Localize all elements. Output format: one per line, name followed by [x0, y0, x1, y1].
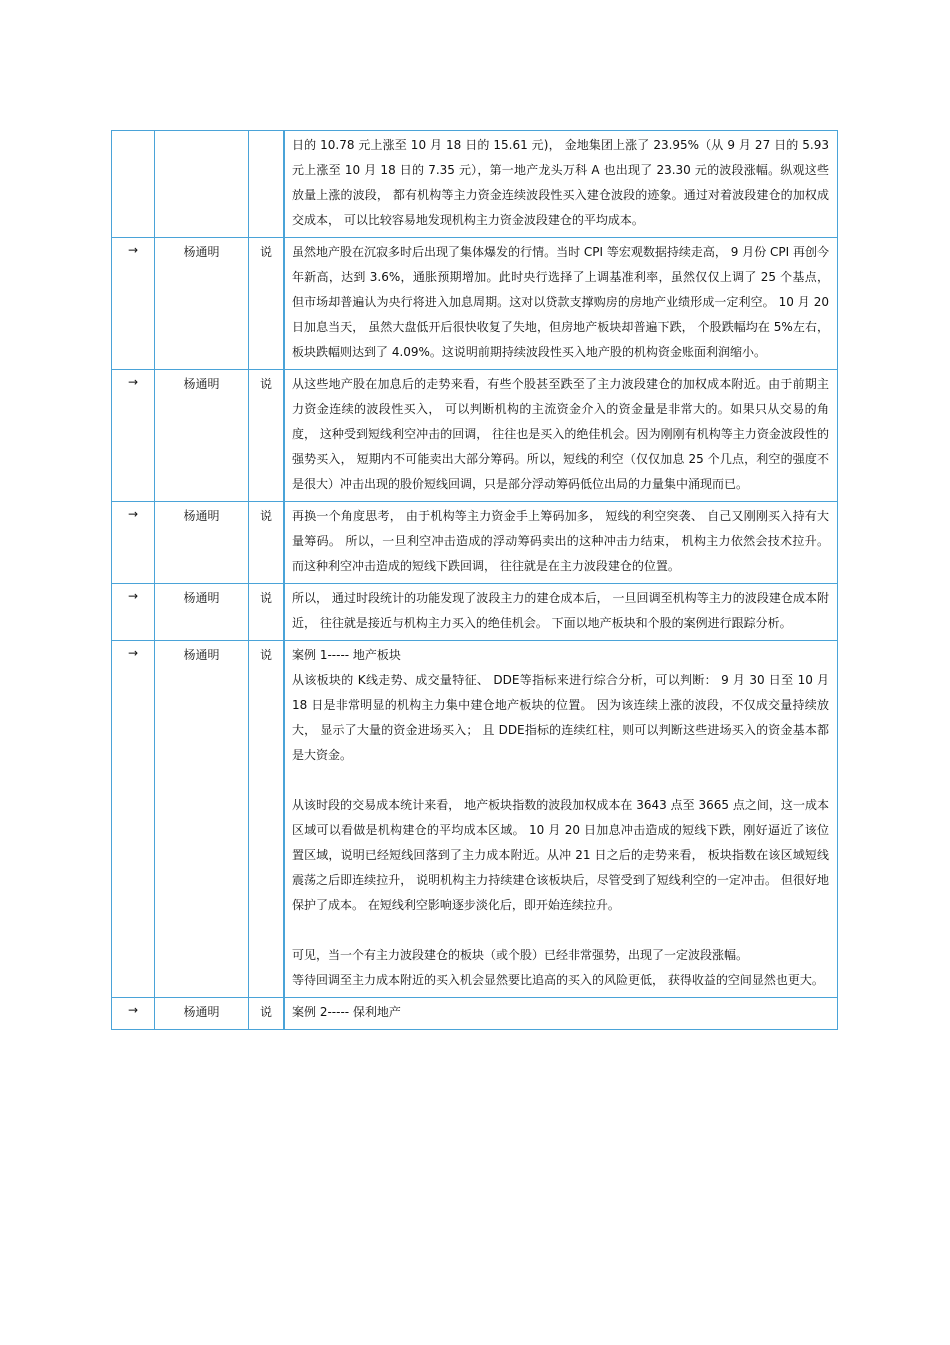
table-row — [112, 641, 838, 998]
table-row — [112, 238, 838, 370]
case-title: 案例 2----- 保利地产 — [292, 1005, 401, 1019]
table-row — [112, 131, 838, 238]
paragraph: 从这些地产股在加息后的走势来看，有些个股甚至跌至了主力波段建仓的加权成本附近。由于前期主力资金连续的波段性买入， 可以判断机构的主流资金介入的资金量是非常大的。如果只从交易的角度， 这种受到短线利空冲击的回调， 往往也是买入的绝佳机会。因为刚刚有机构等主力资金波段性的强势买入， 短期内不可能卖出大部分筹码。所以，短线的利空（仅仅加息 25 个几点，利空的强度不是很大）冲击出现的股价短线回调，只是部分浮动筹码低位出局的力量集中涌现而已。 — [292, 377, 829, 491]
content-cell — [284, 998, 838, 1030]
table-row — [112, 502, 838, 584]
verb-cell: 说 — [249, 370, 285, 502]
table-row — [112, 998, 838, 1030]
paragraph: 虽然地产股在沉寂多时后出现了集体爆发的行情。当时 CPI 等宏观数据持续走高， 9 月份 CPI 再创今年新高，达到 3.6%，通胀预期增加。此时央行选择了上调基准利率，虽然仅仅上调了 25 个基点，但市场却普遍认为央行将进入加息周期。这对以贷款支撑购房的房地产业绩形成一定利空。 10 月 20 日加息当天， 虽然大盘低开后很快收复了失地，但房地产板块却普遍下跌， 个股跌幅均在 5%左右， 板块跌幅则达到了 4.09%。这说明前期持续波段性买入地产股的机构资金账面利润缩小。 — [292, 245, 829, 359]
content-cell — [284, 641, 838, 998]
content-cell — [284, 370, 838, 502]
speaker-cell: 杨通明 — [155, 502, 249, 584]
speaker-cell — [155, 131, 249, 238]
content-cell — [284, 131, 838, 238]
arrow-cell — [112, 131, 155, 238]
arrow-cell: → — [112, 370, 155, 502]
paragraph: 所以， 通过时段统计的功能发现了波段主力的建仓成本后， 一旦回调至机构等主力的波段建仓成本附近， 往往就是接近与机构主力买入的绝佳机会。 下面以地产板块和个股的案例进行跟踪分析。 — [292, 591, 829, 630]
verb-cell: 说 — [249, 502, 285, 584]
speaker-cell: 杨通明 — [155, 370, 249, 502]
verb-cell — [249, 131, 285, 238]
table-row — [112, 370, 838, 502]
arrow-cell: → — [112, 584, 155, 641]
table-row — [112, 584, 838, 641]
verb-cell: 说 — [249, 641, 285, 998]
arrow-cell: → — [112, 641, 155, 998]
case-title: 案例 1----- 地产板块 — [292, 648, 401, 662]
table-body — [112, 131, 838, 1030]
verb-cell: 说 — [249, 584, 285, 641]
content-cell — [284, 238, 838, 370]
speaker-cell: 杨通明 — [155, 584, 249, 641]
paragraph: 从该时段的交易成本统计来看， 地产板块指数的波段加权成本在 3643 点至 3665 点之间，这一成本区域可以看做是机构建仓的平均成本区域。 10 月 20 日加息冲击造成的短线下跌，刚好逼近了该位置区域，说明已经短线回落到了主力成本附近。从冲 21 日之后的走势来看， 板块指数在该区域短线震荡之后即连续拉升， 说明机构主力持续建仓该板块后，尽管受到了短线利空的一定冲击。 但很好地保护了成本。 在短线利空影响逐步淡化后，即开始连续拉升。 — [292, 798, 829, 912]
paragraph-gap — [292, 768, 829, 793]
content-cell — [284, 502, 838, 584]
verb-cell: 说 — [249, 998, 285, 1030]
speaker-cell: 杨通明 — [155, 998, 249, 1030]
speaker-cell: 杨通明 — [155, 641, 249, 998]
speaker-cell: 杨通明 — [155, 238, 249, 370]
paragraph: 从该板块的 K线走势、成交量特征、 DDE等指标来进行综合分析，可以判断： 9 月 30 日至 10 月 18 日是非常明显的机构主力集中建仓地产板块的位置。 因为该连续上涨的波段，不仅成交量持续放大， 显示了大量的资金进场买入； 且 DDE指标的连续红柱，则可以判断这些进场买入的资金基本都是大资金。 — [292, 673, 829, 762]
paragraph: 可见，当一个有主力波段建仓的板块（或个股）已经非常强势，出现了一定波段涨幅。 — [292, 948, 749, 962]
arrow-cell: → — [112, 998, 155, 1030]
paragraph-gap — [292, 918, 829, 943]
paragraph: 日的 10.78 元上涨至 10 月 18 日的 15.61 元)， 金地集团上涨了 23.95%（从 9 月 27 日的 5.93 元上涨至 10 月 18 日的 7.35 元），第一地产龙头万科 A 也出现了 23.30 元的波段涨幅。纵观这些放量上涨的波段， 都有机构等主力资金连续波段性买入建仓波段的迹象。通过对着波段建仓的加权成交成本， 可以比较容易地发现机构主力资金波段建仓的平均成本。 — [292, 138, 829, 227]
verb-cell: 说 — [249, 238, 285, 370]
content-cell — [284, 584, 838, 641]
dialogue-table — [111, 130, 838, 1030]
paragraph: 等待回调至主力成本附近的买入机会显然要比追高的买入的风险更低， 获得收益的空间显然也更大。 — [292, 973, 824, 987]
arrow-cell: → — [112, 238, 155, 370]
paragraph: 再换一个角度思考， 由于机构等主力资金手上筹码加多， 短线的利空突袭、 自己又刚刚买入持有大量筹码。 所以，一旦利空冲击造成的浮动筹码卖出的这种冲击力结束， 机构主力依然会技术拉升。 而这种利空冲击造成的短线下跌回调， 往往就是在主力波段建仓的位置。 — [292, 509, 829, 573]
arrow-cell: → — [112, 502, 155, 584]
